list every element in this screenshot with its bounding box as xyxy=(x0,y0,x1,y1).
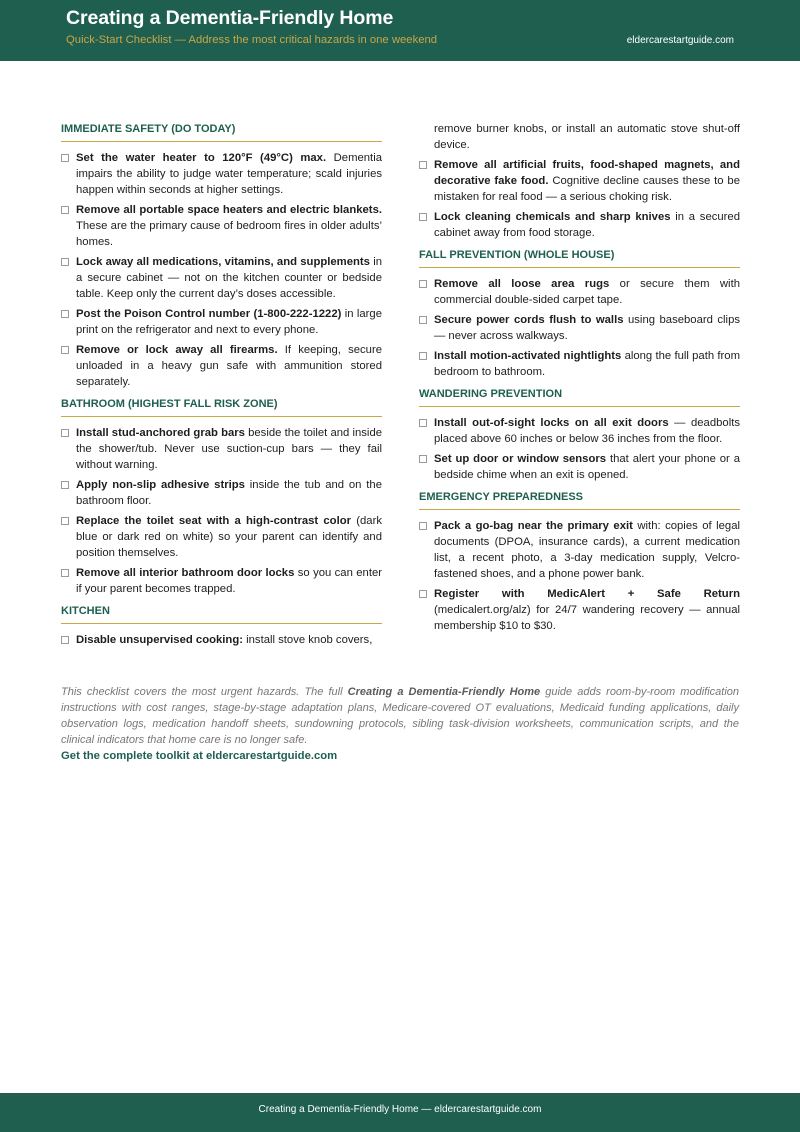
checkbox[interactable] xyxy=(61,429,69,437)
section-kitchen xyxy=(61,605,382,648)
item-text: inside the tub and on the bathroom floor. xyxy=(76,479,382,507)
item-text: using baseboard clips — never across walkways. xyxy=(434,314,740,342)
item-text: along the full path from bedroom to bathroom. xyxy=(434,350,740,378)
toolkit-link[interactable]: Get the complete toolkit at eldercarestartguide.com xyxy=(61,750,338,762)
item-text: (dark blue or dark red on white) so your parent can identify and position themselves. xyxy=(76,515,382,559)
page-subtitle: Quick-Start Checklist — Address the most critical hazards in one weekend xyxy=(66,34,438,46)
item-text: in large print on the refrigerator and next to every phone. xyxy=(76,308,382,336)
item-heading: Lock cleaning chemicals and sharp knives xyxy=(434,211,671,223)
checkbox[interactable] xyxy=(419,161,427,169)
checkbox[interactable] xyxy=(419,590,427,598)
checkbox[interactable] xyxy=(61,346,69,354)
item-heading: Remove all artificial fruits, food-shaped magnets, and decorative fake food. xyxy=(434,159,740,187)
checkbox[interactable] xyxy=(419,455,427,463)
item-heading: Replace the toilet seat with a high-contrast color xyxy=(76,515,352,527)
item-text: If keeping, secure unloaded in a heavy gun safe with ammunition stored separately. xyxy=(76,344,383,388)
checkbox[interactable] xyxy=(61,310,69,318)
section-wandering-prevention xyxy=(419,388,740,483)
checklist-item xyxy=(61,565,382,597)
section-title: WANDERING PREVENTION xyxy=(419,388,740,407)
item-text: beside the toilet and inside the shower/tub. Never use suction-cup bars — they fail without warning. xyxy=(76,427,383,471)
item-text: in a secured cabinet away from food storage. xyxy=(434,211,740,239)
checkbox[interactable] xyxy=(419,352,427,360)
item-text: Cognitive decline causes these to be mistaken for real food — a serious choking risk. xyxy=(434,175,740,203)
item-text: so you can enter if your parent becomes trapped. xyxy=(76,567,382,595)
page-footer xyxy=(0,1093,800,1132)
closing-lead: This checklist covers the most urgent hazards. The full xyxy=(61,686,348,698)
item-heading: Set the water heater to 120°F (49°C) max. xyxy=(76,152,327,164)
item-heading: Disable unsupervised cooking: xyxy=(76,634,243,646)
closing-rest: guide adds room-by-room modification instructions with cost ranges, stage-by-stage adaptation plans, Medicare-covered OT evaluations, Medicaid funding applications, daily observation logs, medication handoff sheets, sundowning protocols, sibling task-division worksheets, communication scripts, and the clinical indicators that home care is no longer safe. xyxy=(61,686,739,746)
checklist-item xyxy=(419,586,740,634)
item-heading: Install stud-anchored grab bars xyxy=(76,427,245,439)
closing-guide-title: Creating a Dementia-Friendly Home xyxy=(347,686,541,698)
item-text: Dementia impairs the ability to judge water temperature; scald injuries happen within seconds at higher settings. xyxy=(76,152,382,196)
item-heading: Set up door or window sensors xyxy=(434,453,607,465)
checklist-item xyxy=(61,254,382,302)
section-title: IMMEDIATE SAFETY (DO TODAY) xyxy=(61,123,382,142)
item-heading: Remove or lock away all firearms. xyxy=(76,344,278,356)
left-column xyxy=(61,123,382,656)
item-heading: Post the Poison Control number (1-800-222-1222) xyxy=(76,308,342,320)
item-text: These are the primary cause of bedroom fires in older adults’ homes. xyxy=(76,220,382,248)
checkbox[interactable] xyxy=(61,481,69,489)
checklist-item xyxy=(419,312,740,344)
section-kitchen-continued xyxy=(419,121,740,241)
checklist-item xyxy=(61,477,382,509)
section-title: FALL PREVENTION (WHOLE HOUSE) xyxy=(419,249,740,268)
section-emergency-preparedness xyxy=(419,491,740,634)
checklist-item xyxy=(419,209,740,241)
section-fall-prevention xyxy=(419,249,740,380)
item-heading: Remove all loose area rugs xyxy=(434,278,610,290)
header-site-link[interactable]: eldercarestartguide.com xyxy=(626,35,734,46)
checklist-item xyxy=(61,632,382,648)
checkbox[interactable] xyxy=(61,517,69,525)
item-heading: Install out-of-sight locks on all exit doors xyxy=(434,417,669,429)
checkbox[interactable] xyxy=(419,419,427,427)
checkbox[interactable] xyxy=(419,316,427,324)
checklist-item xyxy=(419,518,740,582)
checkbox[interactable] xyxy=(419,522,427,530)
section-bathroom xyxy=(61,398,382,597)
checklist-item xyxy=(61,513,382,561)
section-title: BATHROOM (HIGHEST FALL RISK ZONE) xyxy=(61,398,382,417)
page-title: Creating a Dementia-Friendly Home xyxy=(66,7,394,29)
item-heading: Lock away all medications, vitamins, and supplements xyxy=(76,256,370,268)
section-title: EMERGENCY PREPAREDNESS xyxy=(419,491,740,510)
checklist-item xyxy=(419,451,740,483)
checkbox[interactable] xyxy=(61,206,69,214)
item-heading: Pack a go-bag near the primary exit xyxy=(434,520,633,532)
checkbox[interactable] xyxy=(61,258,69,266)
item-continuation: remove burner knobs, or install an automatic stove shut-off device. xyxy=(434,123,740,151)
item-text: or secure them with commercial double-sided carpet tape. xyxy=(434,278,740,306)
item-heading: Remove all portable space heaters and electric blankets. xyxy=(76,204,382,216)
checklist-item xyxy=(61,150,382,198)
right-column xyxy=(419,123,740,642)
checkbox[interactable] xyxy=(419,213,427,221)
closing-note xyxy=(61,684,739,748)
checkbox[interactable] xyxy=(61,636,69,644)
checklist-item xyxy=(419,157,740,205)
checklist-item xyxy=(419,415,740,447)
item-text: in a secure cabinet — not on the kitchen counter or bedside table. Keep only the current day’s doses accessible. xyxy=(76,256,382,300)
item-heading: Apply non-slip adhesive strips xyxy=(76,479,245,491)
section-immediate-safety xyxy=(61,123,382,390)
checklist-item xyxy=(61,202,382,250)
checklist-item xyxy=(419,348,740,380)
page-header xyxy=(0,0,800,61)
item-text: with: copies of legal documents (DPOA, insurance cards), a current medication list, a recent photo, a 3-day medication supply, Velcro-fastened shoes, and a phone power bank. xyxy=(434,520,740,580)
item-text: (medicalert.org/alz) for 24/7 wandering recovery — annual membership $10 to $30. xyxy=(434,604,740,632)
item-heading: Register with MedicAlert + Safe Return xyxy=(434,588,740,600)
checklist-item xyxy=(61,342,382,390)
checkbox[interactable] xyxy=(61,569,69,577)
checkbox[interactable] xyxy=(419,280,427,288)
checklist-item xyxy=(61,425,382,473)
checkbox[interactable] xyxy=(61,154,69,162)
item-text: — deadbolts placed above 60 inches or below 36 inches from the floor. xyxy=(434,417,740,445)
checklist-item xyxy=(61,306,382,338)
item-text: that alert your phone or a bedside chime when an exit is opened. xyxy=(434,453,741,481)
footer-text: Creating a Dementia-Friendly Home — eldercarestartguide.com xyxy=(258,1104,542,1115)
checklist-item xyxy=(419,276,740,308)
item-heading: Remove all interior bathroom door locks xyxy=(76,567,295,579)
section-title: KITCHEN xyxy=(61,605,382,624)
item-heading: Install motion-activated nightlights xyxy=(434,350,622,362)
item-text: install stove knob covers, xyxy=(242,634,373,646)
item-heading: Secure power cords flush to walls xyxy=(434,314,624,326)
